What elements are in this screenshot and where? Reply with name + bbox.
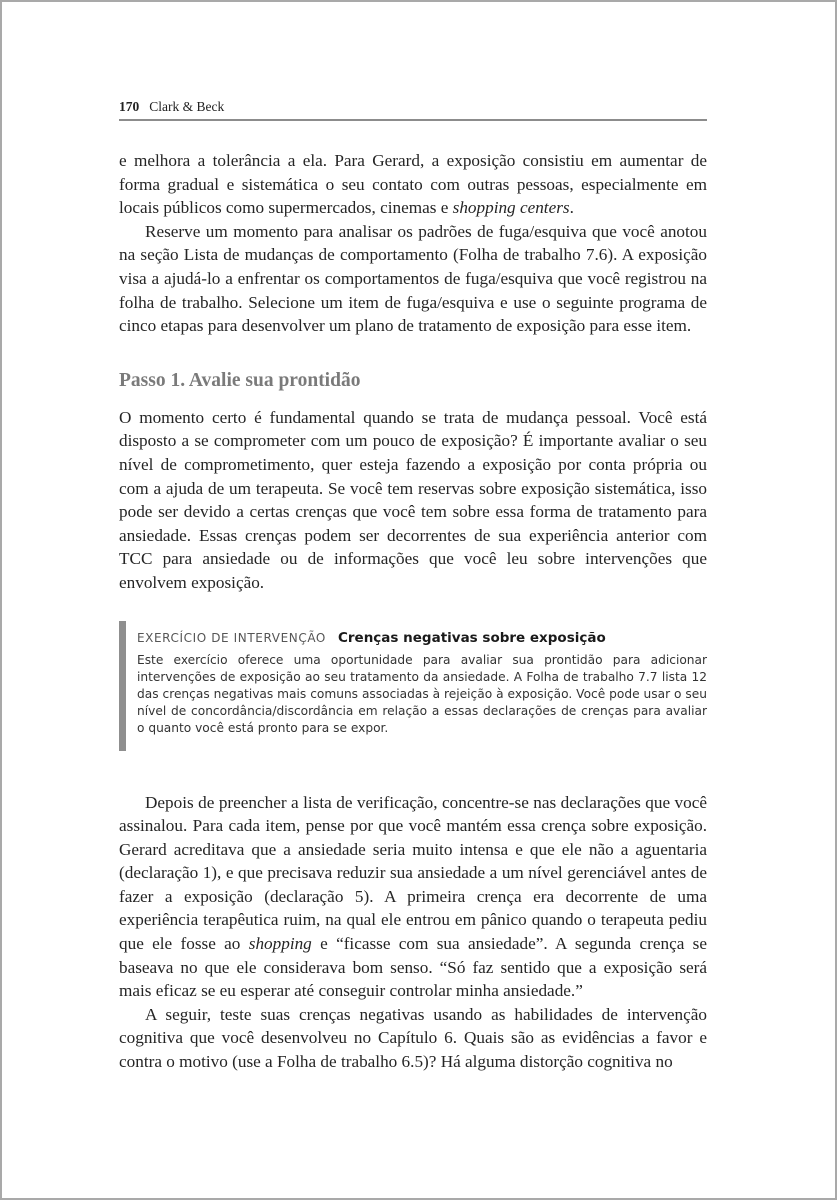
paragraph-3: O momento certo é fundamental quando se trata de mudança pessoal. Você está disposto a se comprometer com um pouco de exposição? É importante avaliar o seu nível de comprometimento, quer esteja fazendo a exposição por conta própria ou com a ajuda de um terapeuta. Se você tem reservas sobre exposição sistemática, isso pode ser devido a certas crenças que você tem sobre essa forma de tratamento para ansiedade. Essas crenças podem ser decorrentes de sua experiência anterior com TCC para ansiedade ou de informações que você leu sobre intervenções que envolvem exposição.: [119, 407, 707, 592]
paragraph-1-italic: shopping centers: [452, 198, 570, 218]
paragraph-5: A seguir, teste suas crenças negativas usando as habilidades de intervenção cognitiva que você desenvolveu no Capítulo 6. Quais são as evidências a favor e contra o motivo (use a Folha de trabalho 6.5)? Há alguma distorção cognitiva no: [119, 1004, 707, 1072]
paragraph-1-end: .: [569, 198, 574, 218]
callout-header: [137, 630, 707, 646]
paragraph-1: [119, 149, 707, 220]
section-heading: Passo 1. Avalie sua prontidão: [119, 369, 361, 391]
paragraph-4-italic: shopping: [248, 934, 312, 954]
running-head: [119, 99, 707, 121]
paragraph-2: Reserve um momento para analisar os padrões de fuga/esquiva que você anotou na seção Lista de mudanças de comportamento (Folha de trabalho 7.6). A exposição visa a ajudá-lo a enfrentar os comportamentos de fuga/esquiva que você registrou na folha de trabalho. Selecione um item de fuga/esquiva e use o seguinte programa de cinco etapas para desenvolver um plano de tratamento de exposição para esse item.: [119, 221, 707, 336]
paragraph-4: [119, 791, 707, 1003]
page-content: [119, 99, 707, 1074]
paragraph-4-text: Depois de preencher a lista de verificação, concentre-se nas declarações que você assinalou. Para cada item, pense por que você mantém essa crença sobre exposição. Gerard acreditava que a ansiedade seria muito intensa e que ele não a aguentaria (declaração 1), e que precisava reduzir sua ansiedade a um nível gerenciável antes de fazer a exposição (declaração 5). A primeira crença era decorrente de uma experiência terapêutica ruim, na qual ele entrou em pânico quando o terapeuta pediu que ele fosse ao: [119, 792, 707, 954]
callout-label: EXERCÍCIO DE INTERVENÇÃO: [137, 630, 326, 645]
paragraph-1-text: e melhora a tolerância a ela. Para Gerard, a exposição consistiu em aumentar de forma gradual e sistemática o seu contato com outras pessoas, especialmente em locais públicos como supermercados, cinemas e: [119, 151, 707, 218]
callout-title: Crenças negativas sobre exposição: [337, 629, 606, 646]
page-number: 170: [119, 99, 140, 114]
paragraph-4-end: e “ficasse com sua ansiedade”. A segunda crença se baseava no que ele considerava bom senso. “Só faz sentido que a exposição será mais eficaz se eu esperar até conseguir controlar minha ansiedade.”: [119, 934, 707, 1001]
running-head-authors: Clark & Beck: [149, 99, 225, 114]
callout-body: Este exercício oferece uma oportunidade para avaliar sua prontidão para adicionar intervenções de exposição ao seu tratamento da ansiedade. A Folha de trabalho 7.7 lista 12 das crenças negativas mais comuns associadas à rejeição à exposição. Você pode usar o seu nível de concordância/discordância em relação a essas declarações de crenças para avaliar o quanto você está pronto para se expor.: [137, 652, 707, 736]
intervention-exercise-box: [119, 621, 707, 751]
